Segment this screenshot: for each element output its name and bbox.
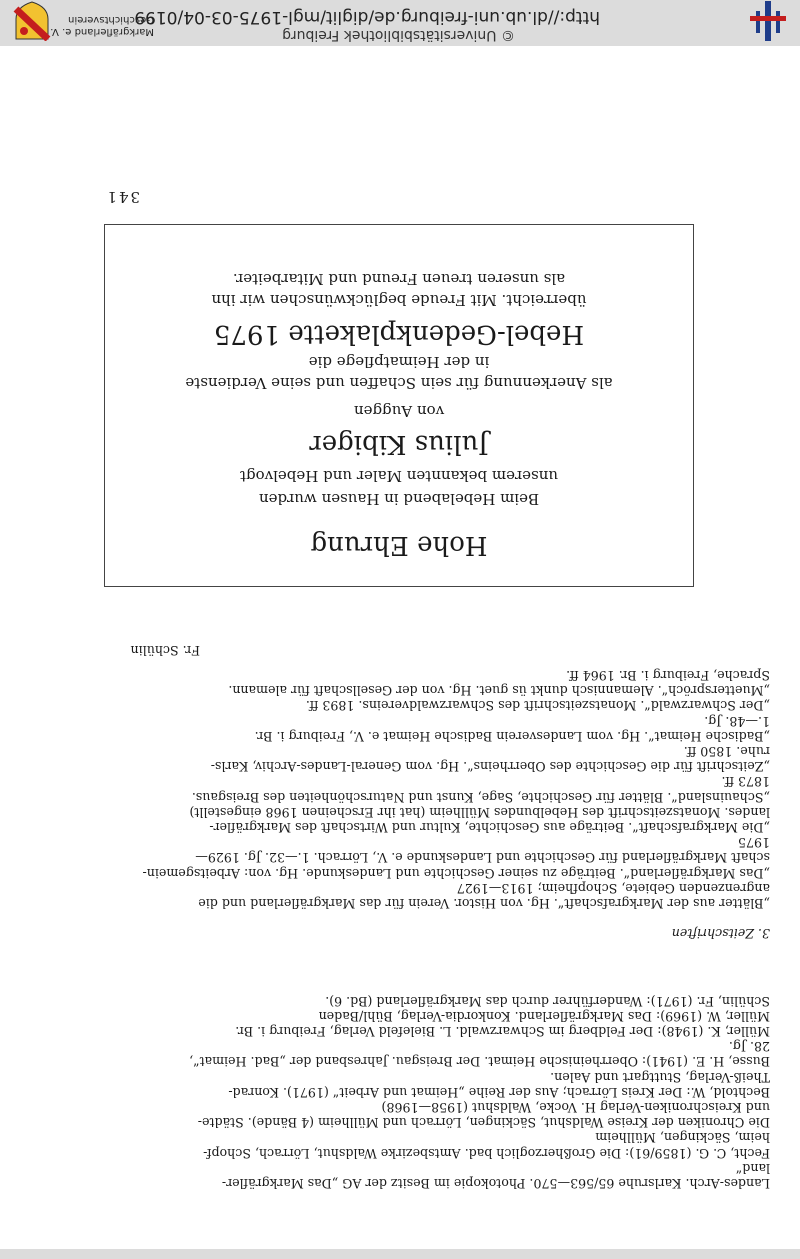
list-item: Sprache, Freiburg i. Br. 1964 ff. — [566, 667, 770, 683]
viewer-footer-bar — [0, 1249, 800, 1259]
section-heading: 3. Zeitschriften — [671, 926, 770, 941]
list-item: heim, Säckingen, Müllheim — [595, 1130, 770, 1146]
list-item: landes. Monatszeitschrift des Hebelbundes Müllheim (hat ihr Erscheinen 1968 eingestellt) — [189, 804, 770, 820]
list-item: land“ — [735, 1160, 770, 1176]
sources-list — [70, 993, 770, 1191]
journals-list — [70, 668, 770, 911]
certificate-line-1: Beim Hebelabend in Hausen wurden — [258, 490, 540, 508]
certificate-box — [104, 224, 694, 587]
list-item: 1.—48. Jg. — [704, 713, 770, 729]
certificate-line-4: in der Heimatpflege die — [308, 353, 490, 371]
list-item: „Die Markgrafschaft“. Beiträge aus Geschichte, Kultur und Wirtschaft des Markgräfler- — [209, 819, 770, 835]
list-item: angrenzenden Gebiete, Schopfheim; 1913—1927 — [456, 880, 770, 896]
list-item: schaft Markgräflerland für Geschichte und Landeskunde e. V., Lörrach. 1.—32. Jg. 1929— — [195, 850, 770, 866]
list-item: und Kreischroniken-Verlag H. Vocke, Waldshut (1958—1968) — [381, 1099, 770, 1115]
society-name — [50, 13, 154, 37]
list-item: Müller, W. (1969): Das Markgräflerland. Konkordia-Verlag, Bühl/Baden — [318, 1008, 770, 1024]
list-item: Schülin, Fr. (1971): Wanderführer durch das Markgräflerland (Bd. 6). — [325, 993, 770, 1009]
list-item: „Badische Heimat“. Hg. vom Landesverein Badische Heimat e. V., Freiburg i. Br. — [254, 728, 770, 744]
list-item: Landes-Arch. Karlsruhe 65/563—570. Photokopie im Besitz der AG „Das Markgräfler- — [221, 1176, 770, 1191]
library-notice: © Universitätsbibliothek Freiburg — [282, 27, 515, 43]
list-item: Müller, K. (1948): Der Feldberg im Schwarzwald. L. Bielefeld Verlag, Freiburg i. Br. — [235, 1023, 770, 1039]
society-line-1: Markgräflerland e. V. — [50, 26, 154, 37]
author-signature: Fr. Schülin — [130, 643, 200, 658]
page-number: 341 — [105, 188, 140, 206]
award-name: Hebel-Gedenkplakette 1975 — [213, 319, 585, 349]
list-item: „Muetterspröch“. Alemannisch dunkt üs guet. Hg. von der Gesellschaft für alemann. — [228, 683, 770, 699]
list-item: 1975 — [737, 835, 770, 851]
list-item: 28. Jg. — [728, 1039, 770, 1055]
list-item: Bechtold, W.: Der Kreis Lörrach; Aus der Reihe „Heimat und Arbeit“ (1971). Konrad- — [228, 1084, 770, 1100]
list-item: „Der Schwarzwald“. Monatszeitschrift des Schwarzwaldvereins. 1893 ff. — [305, 698, 770, 714]
permalink-url[interactable]: http://dl.ub.uni-freiburg.de/diglit/mgl-1975-03-04/0199 — [134, 7, 600, 27]
society-crest-icon — [12, 1, 52, 41]
list-item: „Das Markgräflerland“. Beiträge zu seiner Geschichte und Landeskunde. Hg. von: Arbeitsgemein- — [142, 865, 770, 881]
certificate-line-6: als unseren treuen Freund und Mitarbeiter. — [232, 270, 566, 288]
certificate-line-3: als Anerkennung für sein Schaffen und seine Verdienste — [185, 374, 613, 392]
list-item: „Schauinsland“. Blätter für Geschichte, Sage, Kunst und Naturschönheiten des Breisgaus. — [191, 789, 770, 805]
list-item: Fecht, C. G. (1859/61): Die Großherzoglich bad. Amtsbezirke Waldshut, Lörrach, Schopf- — [203, 1145, 770, 1161]
certificate-title: Hohe Ehrung — [310, 530, 488, 560]
list-item: Die Chroniken der Kreise Waldshut, Säckingen, Lörrach und Müllheim (4 Bände). Städte- — [197, 1115, 770, 1131]
certificate-line-5: überreicht. Mit Freude beglückwünschen wir ihn — [211, 291, 587, 309]
library-logo-icon — [750, 1, 786, 41]
list-item: Busse, H. E. (1941): Oberrheinische Heimat. Der Breisgau. Jahresband der „Bad. Heimat“, — [189, 1054, 770, 1070]
certificate-line-2: unserem bekannten Maler und Hebelvogt — [239, 467, 559, 485]
list-item: „Zeitschrift für die Geschichte des Oberrheins“. Hg. vom General-Landes-Archiv, Karls- — [210, 759, 770, 775]
society-line-2: Geschichtsverein — [68, 14, 154, 25]
list-item: „Blätter aus der Markgrafschaft“. Hg. von Histor. Verein für das Markgräflerland und die — [198, 896, 770, 911]
list-item: ruhe. 1850 ff. — [683, 743, 770, 759]
list-item: Theiß-Verlag, Stuttgart und Aalen. — [550, 1069, 770, 1085]
honoree-name: Julius Kibiger — [309, 429, 489, 459]
list-item: 1873 ff. — [721, 774, 770, 790]
honoree-place: von Auggen — [353, 402, 445, 420]
